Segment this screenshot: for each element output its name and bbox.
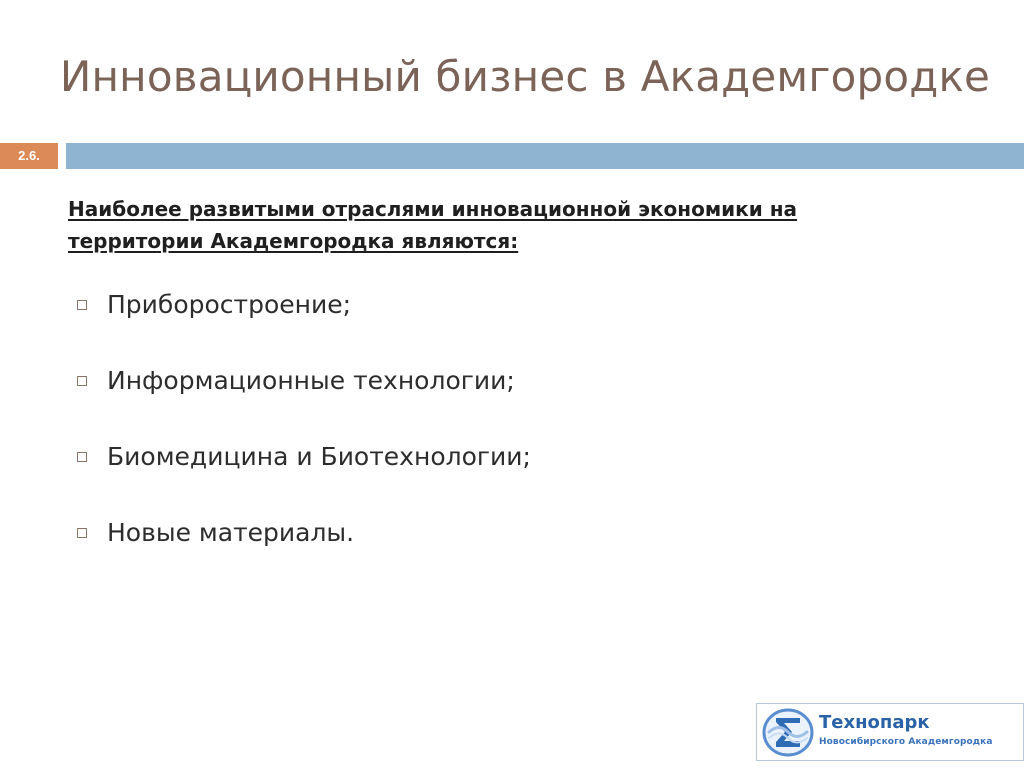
- list-item-label: Новые материалы.: [107, 518, 355, 547]
- list-item: [76, 438, 836, 514]
- square-bullet-icon: [76, 527, 88, 539]
- logo-subtitle: Новосибирского Академгородка: [819, 737, 993, 747]
- list-item: [76, 514, 836, 590]
- slide-intro-text: Наиболее развитыми отраслями инновационной экономики на территории Академгородка являются:: [68, 197, 798, 253]
- logo-title: Технопарк: [819, 712, 930, 733]
- technopark-logo-icon: [761, 707, 815, 758]
- list-item-label: Информационные технологии;: [107, 366, 515, 395]
- list-item-label: Приборостроение;: [107, 290, 352, 319]
- square-bullet-icon: [76, 375, 88, 387]
- technopark-logo: [756, 703, 1024, 761]
- section-stripe: [66, 143, 1024, 169]
- list-item: [76, 286, 836, 362]
- list-item-label: Биомедицина и Биотехнологии;: [107, 442, 531, 471]
- section-header-bar: [0, 143, 1024, 169]
- square-bullet-icon: [76, 299, 88, 311]
- industry-list: [76, 286, 836, 590]
- section-number-badge: 2.6.: [0, 143, 58, 169]
- list-item: [76, 362, 836, 438]
- slide-title: Инновационный бизнес в Академгородке: [59, 52, 991, 101]
- square-bullet-icon: [76, 451, 88, 463]
